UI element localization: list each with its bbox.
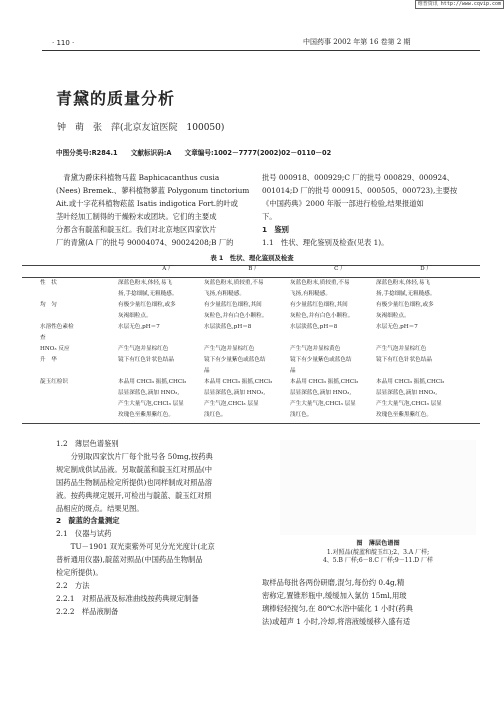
text-line: TU－1901 双光束紫外可见分光光度计(北京 — [56, 542, 215, 552]
text-line: 1.2 薄层色谱鉴别 — [56, 439, 119, 448]
table-row-label: 靛玉红检识 — [40, 379, 68, 385]
table-cell: 灰蓝色粉末,质较重,不易 — [204, 280, 264, 286]
table-cell: 层显深蓝色,滴加 HNO₃, — [376, 390, 438, 396]
table-cell: 玫瑰色至紫黑紫红色。 — [118, 412, 174, 418]
table-cell: 扬,手捻细腻,无粗糙感。 — [376, 291, 436, 297]
text-line: 2.2.1 对照品液及标准曲线按药典规定制备 — [56, 593, 199, 603]
table-cell: 深蓝色粉末,体轻,易飞 — [376, 280, 430, 286]
table-cell: 镜下有少量紫色或蓝色结 — [290, 357, 352, 363]
table-cell: 镜下有红色针状色结晶 — [118, 357, 174, 363]
table-cell: 产生气泡,CHCl₃ 层显 — [204, 401, 259, 407]
table-cell: 水层无色,pH＝7 — [376, 324, 418, 330]
text-line: 分别取四家饮片厂每个批号各 50mg,按药典 — [56, 451, 213, 461]
table-row-label: 性 状 — [40, 280, 57, 286]
table-cell: 水层淡蓝色,pH＝8 — [204, 324, 252, 330]
table-cell: 层显深蓝色,滴加 HNO₃, — [290, 390, 352, 396]
figure-caption: 图 薄层色谱图 — [356, 540, 400, 547]
text-line: 2.2.2 样品液制备 — [56, 606, 119, 616]
table-cell: 晶 — [290, 368, 296, 374]
text-line: 取样品每批各两份研磨,混匀,每份约 0.4g,精 — [262, 578, 405, 587]
table-cell: 飞扬,有粗糙感。 — [290, 291, 331, 297]
table-cell: 有少量蓝红色细粒,其间 — [204, 302, 262, 308]
text-line: 批号 000918、000929;C 厂的批号 000829、000924、 — [262, 173, 455, 182]
intro-right-column — [262, 172, 484, 249]
text-line: 分都含有靛蓝和靛玉红。我们对北京地区四家饮片 — [56, 224, 217, 234]
table-cell: 镜下有少量紫色或蓝色结 — [204, 357, 266, 363]
table-cell: 有极少量红色细粒,或多 — [376, 302, 434, 308]
table-bottom-rule — [22, 423, 480, 424]
text-line: 国药品生物制品检定所提供)也同样制成对照品溶 — [56, 477, 213, 487]
article-authors: 钟 萌 张 萍(北京友谊医院 100050) — [57, 123, 225, 133]
table-cell: 产生大量气泡,CHCl₃ 层显 — [118, 401, 184, 407]
text-line: 《中国药典》2000 年版一部进行检验,结果报道如 — [262, 198, 424, 208]
subsection-heading: 1.1 性状、理化鉴别及检查(见表 1)。 — [262, 237, 389, 247]
table-col-header: A 厂 — [162, 266, 174, 272]
table-cell: 有极少量红色细粒,或多 — [118, 302, 176, 308]
header-rule — [42, 50, 480, 51]
page-number: · 110 · — [52, 39, 75, 47]
table-col-header: B 厂 — [248, 266, 260, 272]
table-cell: 灰蓝色粉末,质较重,不易 — [290, 280, 350, 286]
table-cell: 产生气泡并显棕红色 — [376, 346, 427, 352]
table-cell: 晶 — [204, 368, 210, 374]
table-cell: 产生大量气泡,CHCl₃ 层显 — [376, 401, 442, 407]
text-line: 璃棒轻轻搅匀,在 80℃水浴中硫化 1 小时(药典 — [262, 603, 413, 613]
right-body-column — [262, 577, 484, 629]
text-line: 普析通用仪器),靛蓝对照品(中国药品生物制品 — [56, 555, 203, 565]
table-col-header: D 厂 — [420, 266, 432, 272]
table-cell: 玫瑰色至紫黑紫红色。 — [376, 412, 432, 418]
text-line: 2.2 方法 — [56, 580, 90, 590]
tlc-chromatogram-figure — [280, 440, 476, 535]
table-cell: 本品用 CHCl₃ 振摇,CHCl₃ — [290, 379, 359, 385]
table-cell: 水层无色,pH＝7 — [118, 324, 160, 330]
text-line: (Nees) Bremek.、蓼科植物蓼蓝 Polygonum tinctorium — [56, 185, 250, 195]
table-row-label: HNO₃ 反应 — [40, 346, 70, 352]
table-cell: 本品用 CHCl₃ 振摇,CHCl₃ — [204, 379, 273, 385]
text-line: Ait.或十字花科植物菘蓝 Isatis indigotica Fort.的叶或 — [56, 198, 238, 208]
text-line: 茎叶经加工制得的干燥粉末或团块。它们的主要成 — [56, 211, 217, 221]
table-cell: 有少量蓝红色细粒,其间 — [290, 302, 348, 308]
text-line: 规定制成供试品液。另取靛蓝和靛玉红对照品(中 — [56, 464, 213, 474]
table-cell: 飞扬,有粗糙感。 — [204, 291, 245, 297]
text-line: 001014;D 厂的批号 000915、000505、000723),主要按 — [262, 185, 458, 195]
table-cell: 灰粒色,并有白色小颗粒。 — [290, 313, 354, 319]
text-line: 2 靛蓝的含量测定 — [56, 516, 120, 526]
table-cell: 扬,手捻细腻,无粗糙感。 — [118, 291, 178, 297]
table-cell: 产生气泡并显棕红色 — [118, 346, 169, 352]
text-line: 下。 — [262, 211, 277, 221]
table-cell: 本品用 CHCl₃ 振摇,CHCl₃ — [118, 379, 187, 385]
text-line: 青黛为爵床科植物马蓝 Baphicacanthus cusia — [56, 173, 220, 182]
text-line: 密称定,置锥形瓶中,缓缓加入氯仿 15ml,用玻 — [262, 590, 407, 600]
table-cell: 产生大量气泡,CHCl₃ 层显 — [290, 401, 356, 407]
table-row-label: 均 匀 — [40, 302, 57, 308]
section-heading: 1 鉴别 — [262, 224, 289, 234]
table-cell: 浅红色。 — [290, 412, 313, 418]
table-cell: 深蓝色粉末,体轻,易飞 — [118, 280, 172, 286]
table-cell: 产生气泡并显棕黄色 — [290, 346, 341, 352]
table-cell: 本品用 CHCl₃ 振摇,CHCl₃ — [376, 379, 445, 385]
article-meta: 中图分类号:R284.1 文献标识码:A 文章编号:1002－7777(2002)02－0110－02 — [56, 149, 332, 157]
text-line: 法)或超声 1 小时,冷却,将溶液缓缓移入盛有适 — [262, 616, 411, 626]
text-line: 液。按药典规定展开,可检出与靛蓝、靛玉红对照 — [56, 490, 212, 500]
figure-legend-line: 4、5.B 厂样;6－8.C 厂样;9－11.D 厂样 — [322, 557, 434, 565]
figure-legend-line: 1.对照品(靛蓝和靛玉红);2、3.A 厂样; — [326, 549, 430, 556]
table-row-label: 水溶性色素检 — [40, 324, 74, 330]
watermark-stamp: 维普资讯 http://www.cqvip.com — [415, 0, 504, 9]
table-col-header: C 厂 — [334, 266, 346, 272]
journal-header: 中国药事 2002 年第 16 卷第 2 期 — [303, 38, 411, 46]
table-cell: 浅红色。 — [204, 412, 227, 418]
table-cell: 层显深蓝色,滴加 HNO₃, — [204, 390, 266, 396]
table-cell: 灰褐细粒点。 — [376, 313, 410, 319]
table-cell: 镜下有红色针状色结晶 — [376, 357, 432, 363]
table-cell: 灰粒色,并有白色小颗粒。 — [204, 313, 268, 319]
table-caption: 表 1 性状、理化鉴别及检查 — [210, 254, 294, 262]
intro-left-column — [56, 172, 261, 249]
article-title: 青黛的质量分析 — [56, 89, 176, 108]
table-cell: 灰褐细粒点。 — [118, 313, 152, 319]
text-line: 2.1 仪器与试药 — [56, 529, 112, 539]
table-cell: 产生气泡并显棕红色 — [204, 346, 255, 352]
left-body-column — [56, 438, 262, 619]
table-row-label: 升 华 — [40, 357, 57, 363]
table-row-label: 查 — [40, 335, 46, 341]
figure-legend — [280, 549, 476, 566]
table-cell: 层显深蓝色,滴加 HNO₃, — [118, 390, 180, 396]
table-cell: 水层淡蓝色,pH＝8 — [290, 324, 338, 330]
text-line: 厂的青黛(A 厂的批号 90004074、90024208;B 厂的 — [56, 237, 234, 247]
text-line: 品相应的斑点。结果见图。 — [56, 503, 144, 513]
text-line: 检定所提供)。 — [56, 568, 103, 578]
